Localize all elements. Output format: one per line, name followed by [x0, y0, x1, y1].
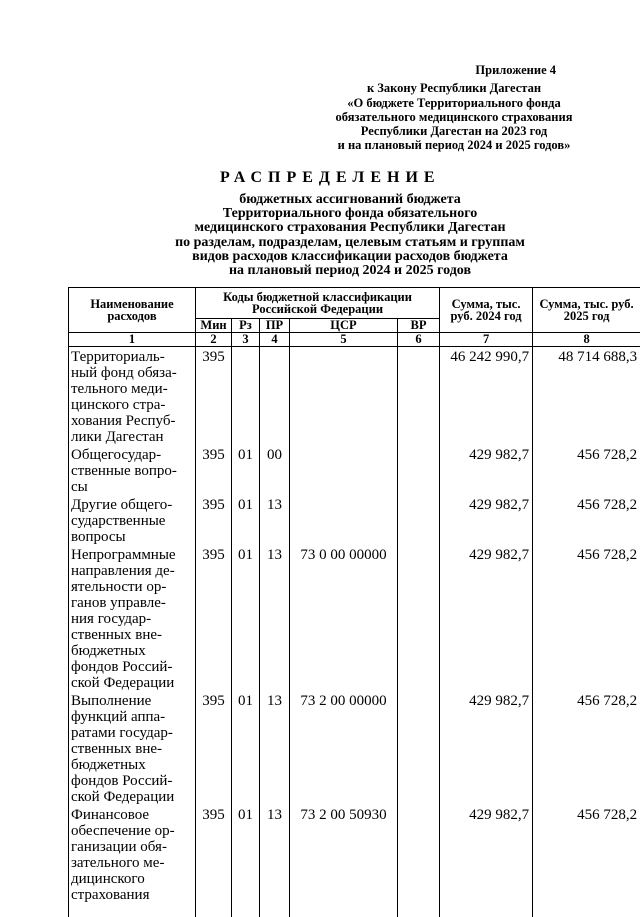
row-csr: 73 0 00 00000 — [290, 545, 398, 691]
row-min: 395 — [196, 495, 232, 545]
subtitle-line: по разделам, подразделам, целевым статьям и группам — [130, 236, 570, 250]
row-sum-2024: 429 982,7 — [440, 691, 533, 805]
row-vr — [398, 805, 440, 917]
appendix-line: Республики Дагестан на 2023 год — [304, 124, 604, 138]
budget-table — [68, 287, 640, 917]
subtitle-line: на плановый период 2024 и 2025 годов — [130, 264, 570, 278]
row-pr: 00 — [260, 445, 290, 495]
header-codes: Коды бюджетной классификации Российской Федерации — [196, 288, 440, 319]
subtitle-line: Территориального фонда обязательного — [130, 207, 570, 221]
row-rz: 01 — [232, 805, 260, 917]
table-row — [69, 691, 640, 805]
row-sum-2024: 46 242 990,7 — [440, 346, 533, 445]
row-pr: 13 — [260, 805, 290, 917]
table-row — [69, 545, 640, 691]
row-sum-2025: 48 714 688,3 — [533, 346, 640, 445]
row-sum-2024: 429 982,7 — [440, 445, 533, 495]
row-rz: 01 — [232, 495, 260, 545]
subtitle-line: видов расходов классификации расходов бюджета — [130, 250, 570, 264]
col-number: 1 — [69, 333, 196, 347]
row-rz: 01 — [232, 545, 260, 691]
row-sum-2024: 429 982,7 — [440, 805, 533, 917]
row-csr — [290, 346, 398, 445]
col-number: 8 — [533, 333, 640, 347]
row-min: 395 — [196, 691, 232, 805]
row-sum-2025: 456 728,2 — [533, 805, 640, 917]
appendix-number: Приложение 4 — [304, 63, 604, 77]
table-row — [69, 805, 640, 917]
row-pr: 13 — [260, 691, 290, 805]
appendix-line: «О бюджете Территориального фонда — [304, 96, 604, 110]
col-number: 6 — [398, 333, 440, 347]
col-number: 4 — [260, 333, 290, 347]
document-heading: РАСПРЕДЕЛЕНИЕ — [220, 169, 440, 187]
row-pr: 13 — [260, 545, 290, 691]
row-name: Выполнение функций аппа- ратами государ- ственных вне- бюджетных фондов Россий- ской Федерации — [69, 691, 196, 805]
header-sum-2024: Сумма, тыс. руб. 2024 год — [440, 288, 533, 333]
header-csr: ЦСР — [290, 319, 398, 333]
row-sum-2024: 429 982,7 — [440, 495, 533, 545]
appendix-block — [304, 63, 604, 153]
appendix-line: к Закону Республики Дагестан — [304, 81, 604, 95]
row-name: Непрограммные направления де- ятельности ор- ганов управле- ния государ- ственных вне- бюджетных фондов Россий- ской Федерации — [69, 545, 196, 691]
subtitle-line: бюджетных ассигнований бюджета — [130, 193, 570, 207]
row-vr — [398, 495, 440, 545]
col-number: 5 — [290, 333, 398, 347]
appendix-line: обязательного медицинского страхования — [304, 110, 604, 124]
row-sum-2024: 429 982,7 — [440, 545, 533, 691]
row-name: Территориаль- ный фонд обяза- тельного меди- цинского стра- хования Респуб- лики Дагестан — [69, 346, 196, 445]
row-csr — [290, 495, 398, 545]
row-min: 395 — [196, 346, 232, 445]
row-vr — [398, 691, 440, 805]
table-row — [69, 495, 640, 545]
header-pr: ПР — [260, 319, 290, 333]
subtitle-line: медицинского страхования Республики Дагестан — [130, 221, 570, 235]
row-name: Общегосудар- ственные вопро- сы — [69, 445, 196, 495]
row-pr — [260, 346, 290, 445]
row-csr: 73 2 00 00000 — [290, 691, 398, 805]
row-vr — [398, 445, 440, 495]
row-vr — [398, 346, 440, 445]
row-rz: 01 — [232, 445, 260, 495]
row-csr: 73 2 00 50930 — [290, 805, 398, 917]
row-min: 395 — [196, 545, 232, 691]
header-vr: ВР — [398, 319, 440, 333]
row-name: Финансовое обеспечение ор- ганизации обя- зательного ме- дицинского страхования — [69, 805, 196, 917]
row-rz — [232, 346, 260, 445]
table-row — [69, 445, 640, 495]
row-sum-2025: 456 728,2 — [533, 445, 640, 495]
row-vr — [398, 545, 440, 691]
row-sum-2025: 456 728,2 — [533, 545, 640, 691]
row-rz: 01 — [232, 691, 260, 805]
table-row — [69, 346, 640, 445]
row-min: 395 — [196, 805, 232, 917]
header-name: Наименование расходов — [69, 288, 196, 333]
header-min: Мин — [196, 319, 232, 333]
row-pr: 13 — [260, 495, 290, 545]
document-subtitle — [130, 193, 570, 278]
header-sum-2025: Сумма, тыс. руб. 2025 год — [533, 288, 640, 333]
col-number: 7 — [440, 333, 533, 347]
row-min: 395 — [196, 445, 232, 495]
row-csr — [290, 445, 398, 495]
row-sum-2025: 456 728,2 — [533, 691, 640, 805]
col-number: 3 — [232, 333, 260, 347]
col-number: 2 — [196, 333, 232, 347]
row-name: Другие общего- сударственные вопросы — [69, 495, 196, 545]
header-rz: Рз — [232, 319, 260, 333]
row-sum-2025: 456 728,2 — [533, 495, 640, 545]
appendix-line: и на плановый период 2024 и 2025 годов» — [304, 138, 604, 152]
